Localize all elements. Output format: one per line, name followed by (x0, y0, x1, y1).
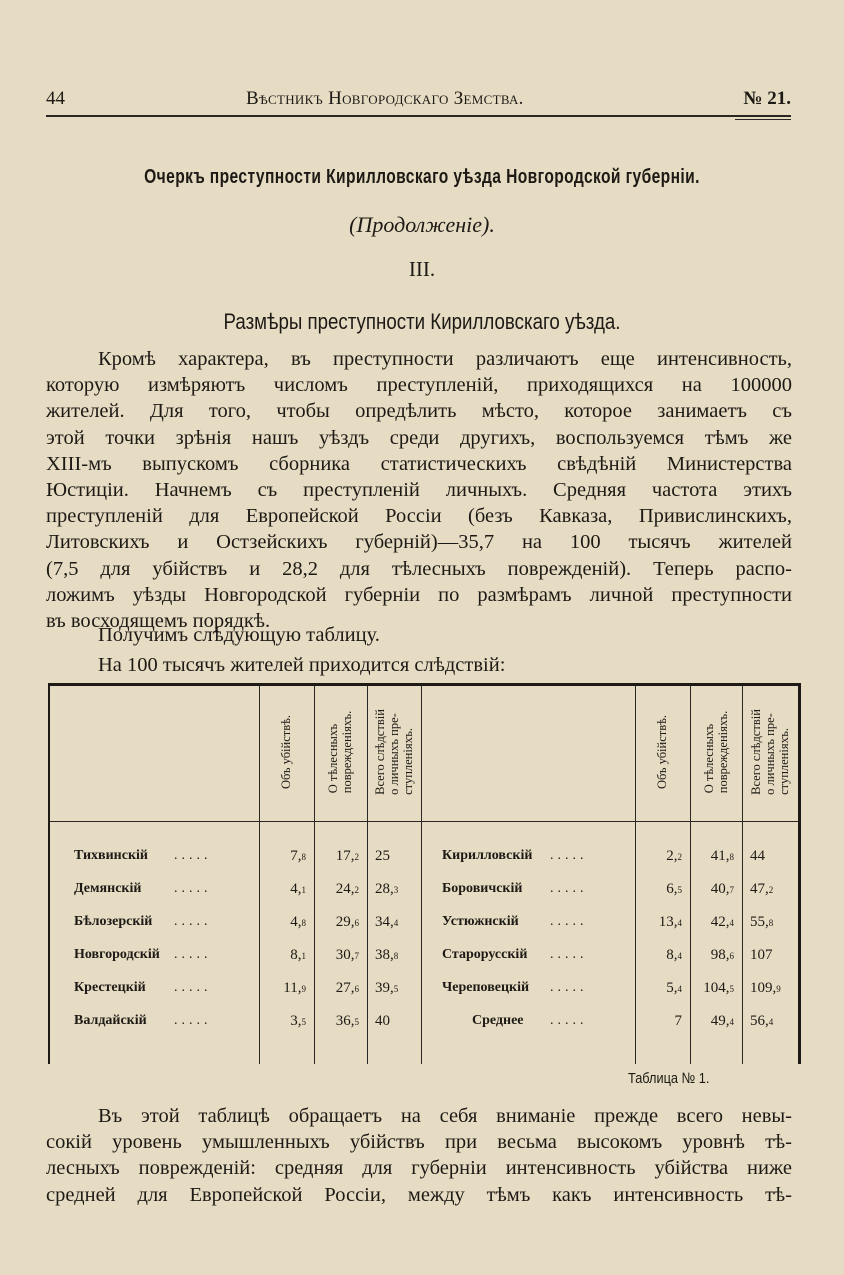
cell-murder: 8,4 (666, 947, 682, 963)
cell-injury: 41,8 (710, 848, 734, 864)
text-line: средней для Европейской Россіи, между тѣмъ какъ интенсивность тѣ- (46, 1183, 792, 1206)
section-title: Размѣры преступности Кирилловскаго уѣзда. (223, 309, 621, 334)
col-header-murder: Объ убійствѣ. (279, 714, 294, 790)
cell-murder: 13,4 (658, 914, 682, 930)
paragraph-intro (46, 346, 792, 634)
cell-injury: 42,4 (710, 914, 734, 930)
text-line: Литовскихъ и Остзейскихъ губерній)—35,7 на 100 тысячъ жителей (46, 531, 792, 554)
cell-injury: 40,7 (710, 881, 734, 897)
text-line: въ восходящемъ порядкѣ. (46, 610, 271, 633)
district-name: Старорусскій (442, 947, 528, 962)
cell-total: 25 (375, 848, 390, 864)
cell-murder: 11,9 (283, 980, 306, 996)
article-title: Очеркъ преступности Кирилловскаго уѣзда Новгородской губерніи. (144, 166, 700, 188)
leader-dots: ..... (174, 881, 212, 896)
cell-injury: 36,5 (335, 1013, 359, 1029)
text-line: XIII-мъ выпускомъ сборника статистическихъ свѣдѣній Министерства (46, 452, 792, 475)
district-name: Боровичскій (442, 881, 523, 896)
text-line: преступленій для Европейской Россіи (безъ Кавказа, Привислинскихъ, (46, 505, 792, 528)
running-head (46, 88, 791, 112)
cell-murder: 4,1 (290, 881, 306, 897)
text-line: которую измѣряютъ числомъ преступленій, приходящихся на 100000 (46, 374, 792, 397)
cell-total: 28,3 (375, 881, 399, 897)
text-line: лесныхъ поврежденій: средняя для губерніи интенсивность убійства ниже (46, 1157, 792, 1180)
paragraph-table-intro: Получимъ слѣдующую таблицу. (98, 624, 380, 646)
crime-table (48, 683, 801, 1064)
district-name: Крестецкій (74, 980, 146, 995)
table-row (50, 1013, 798, 1043)
paragraph-table-heading: На 100 тысячъ жителей приходится слѣдствій: (98, 654, 506, 676)
header-rule (46, 115, 791, 117)
cell-murder: 7 (674, 1013, 682, 1029)
article-subtitle: (Продолженіе). (349, 212, 495, 237)
district-name: Бѣлозерскій (74, 914, 153, 929)
leader-dots: ..... (174, 947, 212, 962)
text-line: этой точки зрѣнія нашъ уѣздъ среди другихъ, воспользуемся тѣмъ же (46, 426, 792, 449)
header-rule-short (735, 119, 791, 120)
table-row (50, 914, 798, 944)
district-name: Новгородскій (74, 947, 160, 962)
cell-total: 44 (750, 848, 765, 864)
cell-total: 38,8 (375, 947, 399, 963)
text-line: ложимъ уѣзды Новгородской губерніи по размѣрамъ личной преступности (46, 583, 792, 606)
district-name: Валдайскій (74, 1013, 147, 1028)
leader-dots: ..... (550, 947, 588, 962)
col-header-injury: О тѣлесныхъ поврежденіяхъ. (326, 710, 355, 794)
district-name: Кирилловскій (442, 848, 533, 863)
district-name: Среднее (472, 1013, 524, 1028)
cell-murder: 8,1 (290, 947, 306, 963)
page-number: 44 (46, 88, 65, 109)
cell-total: 107 (750, 947, 773, 963)
col-header-total: Всего слѣдствій о личныхъ пре- ступленіяхъ. (373, 709, 416, 795)
leader-dots: ..... (550, 914, 588, 929)
text-line: Юстиціи. Начнемъ съ преступленій личныхъ. Средняя частота этихъ (46, 479, 792, 502)
cell-total: 34,4 (375, 914, 399, 930)
leader-dots: ..... (550, 980, 588, 995)
col-header-murder-right: Объ убійствѣ. (655, 714, 670, 790)
leader-dots: ..... (174, 980, 212, 995)
paragraph-analysis (46, 1103, 792, 1208)
leader-dots: ..... (550, 881, 588, 896)
leader-dots: ..... (550, 1013, 588, 1028)
text-line: (7,5 для убійствъ и 28,2 для тѣлесныхъ поврежденій). Теперь распо- (46, 557, 792, 580)
district-name: Череповецкій (442, 980, 530, 995)
cell-total: 47,2 (750, 881, 774, 897)
col-header-total-right: Всего слѣдствій о личныхъ пре- ступленіяхъ. (749, 709, 792, 795)
cell-murder: 3,5 (290, 1013, 306, 1029)
text-line: Въ этой таблицѣ обращаетъ на себя вниманіе прежде всего невы- (98, 1105, 792, 1127)
journal-title: Вѣстникъ Новгородскаго Земства. (246, 88, 524, 109)
table-caption: Таблица № 1. (628, 1070, 710, 1087)
district-name: Тихвинскій (74, 848, 148, 863)
leader-dots: ..... (174, 914, 212, 929)
text-line: Кромѣ характера, въ преступности различаютъ еще интенсивность, (98, 348, 792, 370)
issue-number: № 21. (743, 88, 791, 109)
cell-total: 40 (375, 1013, 390, 1029)
leader-dots: ..... (550, 848, 588, 863)
text-line: сокій уровень умышленныхъ убійствъ при весьма высокомъ уровнѣ тѣ- (46, 1131, 792, 1154)
table-row (50, 848, 798, 878)
cell-murder: 6,5 (666, 881, 682, 897)
cell-injury: 104,5 (703, 980, 734, 996)
cell-total: 56,4 (750, 1013, 774, 1029)
leader-dots: ..... (174, 1013, 212, 1028)
cell-murder: 2,2 (666, 848, 682, 864)
col-header-injury-right: О тѣлесныхъ поврежденіяхъ. (702, 710, 730, 794)
district-name: Устюжнскій (442, 914, 519, 929)
table-row (50, 947, 798, 977)
cell-murder: 4,8 (290, 914, 306, 930)
cell-injury: 29,6 (335, 914, 359, 930)
cell-murder: 5,4 (666, 980, 682, 996)
cell-injury: 17,2 (335, 848, 359, 864)
cell-injury: 98,6 (710, 947, 734, 963)
cell-injury: 30,7 (335, 947, 359, 963)
leader-dots: ..... (174, 848, 212, 863)
cell-injury: 49,4 (710, 1013, 734, 1029)
text-line: жителей. Для того, чтобы опредѣлить мѣсто, которое занимаетъ съ (46, 400, 792, 423)
district-name: Демянскій (74, 881, 142, 896)
cell-total: 39,5 (375, 980, 399, 996)
cell-murder: 7,8 (290, 848, 306, 864)
section-number: III. (408, 257, 436, 281)
cell-total: 55,8 (750, 914, 774, 930)
table-row (50, 980, 798, 1010)
cell-total: 109,9 (750, 980, 781, 996)
cell-injury: 27,6 (335, 980, 359, 996)
table-row (50, 881, 798, 911)
header-divider (50, 821, 798, 822)
cell-injury: 24,2 (335, 881, 359, 897)
